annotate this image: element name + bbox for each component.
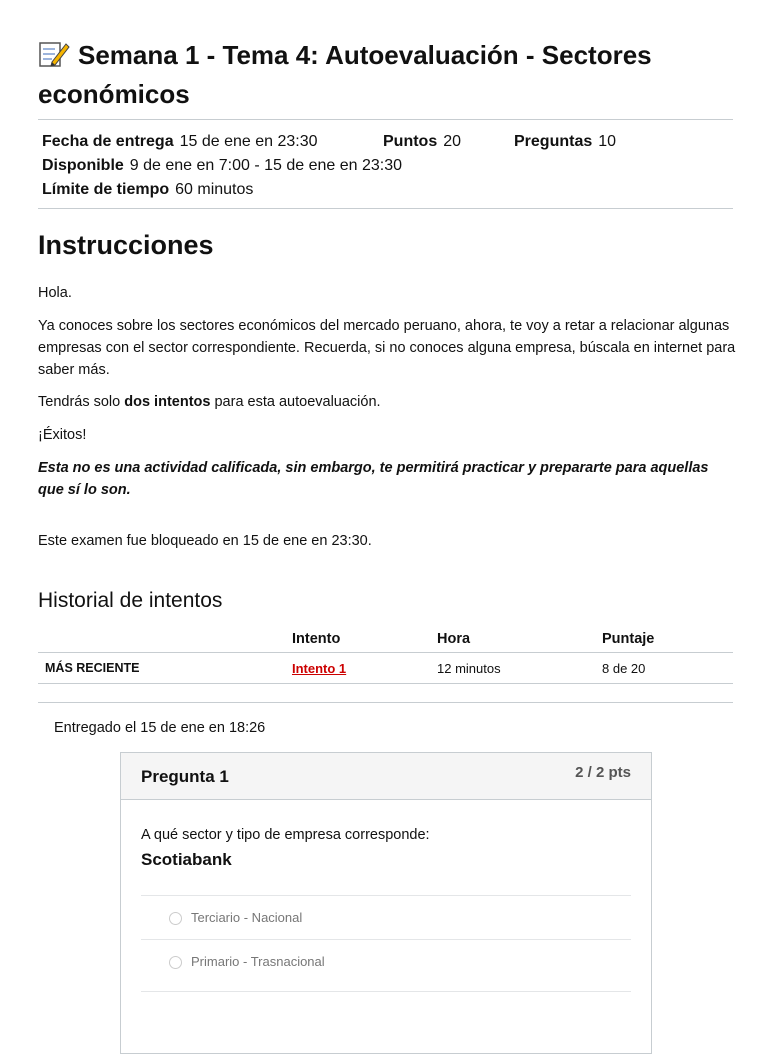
- submission-date: Entregado el 15 de ene en 18:26: [54, 720, 266, 736]
- attempt-link[interactable]: Intento 1: [292, 660, 347, 676]
- time-limit: Límite de tiempo 60 minutos: [42, 181, 254, 198]
- question-company: Scotiabank: [141, 850, 232, 869]
- questions-count: Preguntas 10: [514, 133, 617, 150]
- page-title: [38, 36, 738, 114]
- attempts-text: Tendrás solo dos intentos para esta autoevaluación.: [38, 394, 381, 410]
- divider: [141, 991, 631, 993]
- answer-label: Terciario - Nacional: [191, 910, 303, 925]
- availability: Disponible 9 de ene en 7:00 - 15 de ene en 23:30: [42, 157, 403, 174]
- attempt-score: 8 de 20: [602, 653, 733, 684]
- divider: [38, 208, 733, 209]
- instructions-heading: Instrucciones: [38, 230, 214, 260]
- question-name: Pregunta 1: [141, 767, 229, 786]
- attempt-history-heading: Historial de intentos: [38, 589, 223, 612]
- points: Puntos 20: [383, 133, 462, 150]
- most-recent-label: MÁS RECIENTE: [38, 653, 292, 684]
- column-header: Puntaje: [602, 626, 733, 653]
- page-title-text: Semana 1 - Tema 4: Autoevaluación - Sectores económicos: [38, 40, 652, 109]
- question-points: 2 / 2 pts: [575, 764, 631, 781]
- radio-button[interactable]: [169, 956, 182, 969]
- question-prompt: A qué sector y tipo de empresa corresponde:: [141, 827, 430, 843]
- success-text: ¡Éxitos!: [38, 427, 87, 443]
- divider: [38, 119, 733, 120]
- divider: [38, 702, 733, 703]
- due-date: Fecha de entrega 15 de ene en 23:30: [42, 133, 318, 150]
- attempt-history-table: [38, 626, 733, 684]
- column-header: [38, 626, 292, 653]
- greeting-text: Hola.: [38, 285, 72, 301]
- table-header: [38, 626, 733, 653]
- answer-option[interactable]: [141, 939, 631, 984]
- quiz-details: [42, 130, 732, 202]
- memo-icon: [38, 40, 70, 68]
- question-card: [120, 752, 652, 1054]
- attempt-time: 12 minutos: [437, 653, 602, 684]
- column-header: Intento: [292, 626, 437, 653]
- locked-text: Este examen fue bloqueado en 15 de ene en 23:30.: [38, 533, 372, 549]
- column-header: Hora: [437, 626, 602, 653]
- instructions-paragraph: Ya conoces sobre los sectores económicos del mercado peruano, ahora, te voy a retar a relacionar algunas empresas con el sector correspondiente. Recuerda, si no conoces alguna empresa, búscala en internet para saber más.: [38, 318, 736, 378]
- radio-button[interactable]: [169, 912, 182, 925]
- question-header: [121, 753, 651, 800]
- table-row: [38, 653, 733, 684]
- answer-option[interactable]: [141, 895, 631, 940]
- note-text: Esta no es una actividad calificada, sin embargo, te permitirá practicar y prepararte para aquellas que sí lo son.: [38, 460, 709, 498]
- answer-label: Primario - Trasnacional: [191, 954, 325, 969]
